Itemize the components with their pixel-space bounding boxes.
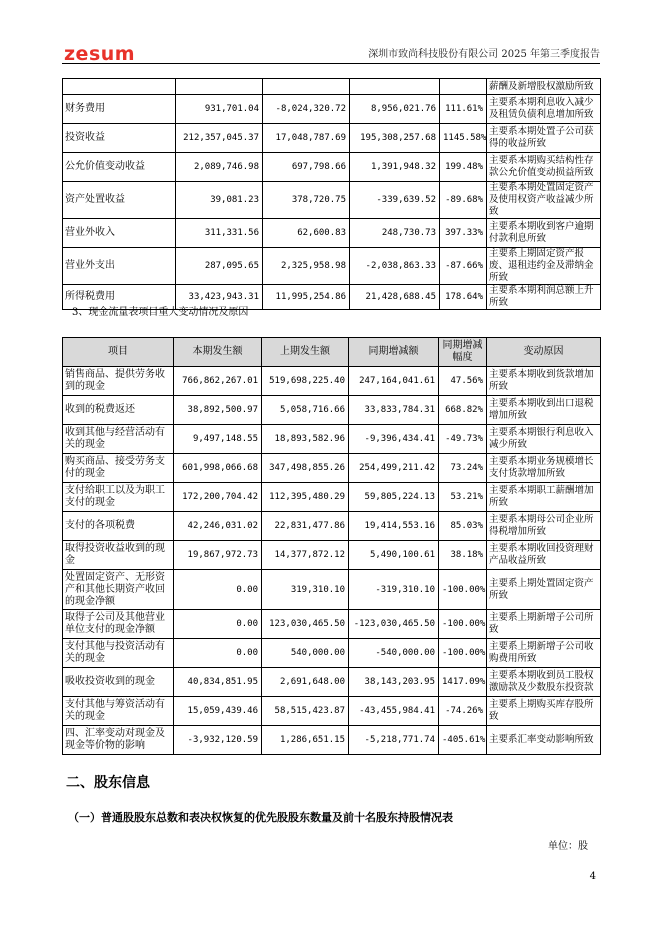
row-label: 支付其他与筹资活动有关的现金 [63,697,174,726]
report-title: 深圳市致尚科技股份有限公司 2025 年第三季度报告 [368,49,600,60]
current-amount: 15,059,439.46 [174,697,262,726]
table-row [63,396,601,425]
table-row [63,668,601,697]
row-label: 支付给职工以及为职工支付的现金 [63,483,174,512]
table-row [63,570,601,610]
table-row [63,726,601,755]
row-label: 收到的税费返还 [63,396,174,425]
change-amount: 195,308,257.68 [350,124,440,153]
current-amount: 40,834,851.95 [174,668,262,697]
row-label: 销售商品、提供劳务收到的现金 [63,367,174,396]
table-row [63,639,601,668]
section-heading: 二、股东信息 [66,775,150,791]
change-rate: 397.33% [440,219,487,248]
change-rate: 199.48% [440,153,487,182]
previous-amount: 17,048,787.69 [263,124,350,153]
change-amount: 38,143,203.95 [349,668,439,697]
change-rate: -100.00% [439,570,487,610]
reason-cell: 主要系本期处置子公司获得的收益所致 [487,124,601,153]
change-amount: -43,455,984.41 [349,697,439,726]
page-number: 4 [589,871,596,882]
previous-amount: 22,831,477.86 [262,512,349,541]
income-change-table [62,78,601,310]
change-rate: 38.18% [439,541,487,570]
current-amount: 33,423,943.31 [176,285,263,310]
current-amount: 38,892,500.97 [174,396,262,425]
change-amount: -5,218,771.74 [349,726,439,755]
change-amount: 8,956,021.76 [350,95,440,124]
column-header: 项目 [63,338,174,367]
row-label: 取得子公司及其他营业单位支付的现金净额 [63,610,174,639]
current-amount: 287,095.65 [176,248,263,285]
reason-cell: 主要系本期收到出口退税增加所致 [487,396,601,425]
change-rate: 85.03% [439,512,487,541]
change-amount: -9,396,434.41 [349,425,439,454]
table-row [63,512,601,541]
table-header-row [63,338,601,367]
reason-cell: 主要系本期收到货款增加所致 [487,367,601,396]
table-row [63,541,601,570]
current-amount: 601,998,066.68 [174,454,262,483]
current-amount: -3,932,120.59 [174,726,262,755]
change-rate: 1145.58% [440,124,487,153]
table-row [63,454,601,483]
row-label: 购买商品、接受劳务支付的现金 [63,454,174,483]
reason-cell: 薪酬及新增股权激励所致 [487,79,601,95]
table-row [63,483,601,512]
change-rate: 47.56% [439,367,487,396]
unit-label: 单位：股 [548,841,588,852]
row-label: 投资收益 [63,124,176,153]
change-rate: 1417.09% [439,668,487,697]
current-amount: 9,497,148.55 [174,425,262,454]
change-rate: 53.21% [439,483,487,512]
table-row [63,182,601,219]
current-amount: 42,246,031.02 [174,512,262,541]
header-divider [62,63,600,64]
change-amount: -2,038,863.33 [350,248,440,285]
table-row [63,248,601,285]
row-label: 营业外支出 [63,248,176,285]
previous-amount: 11,995,254.86 [263,285,350,310]
change-rate: -100.00% [439,610,487,639]
column-header: 上期发生额 [262,338,349,367]
row-label: 支付的各项税费 [63,512,174,541]
reason-cell: 主要系本期购买结构性存款公允价值变动损益所致 [487,153,601,182]
reason-cell: 主要系本期利润总额上升所致 [487,285,601,310]
row-label: 支付其他与投资活动有关的现金 [63,639,174,668]
reason-cell: 主要系本期处置固定资产及使用权资产收益减少所致 [487,182,601,219]
change-amount: -123,030,465.50 [349,610,439,639]
change-rate: -49.73% [439,425,487,454]
change-rate: -74.26% [439,697,487,726]
row-label: 取得投资收益收到的现金 [63,541,174,570]
change-amount: 247,164,041.61 [349,367,439,396]
table-row [63,610,601,639]
table-row [63,425,601,454]
current-amount: 212,357,045.37 [176,124,263,153]
change-rate: -405.61% [439,726,487,755]
reason-cell: 主要系上期购买库存股所致 [487,697,601,726]
change-rate: -87.66% [440,248,487,285]
change-amount: 248,730.73 [350,219,440,248]
current-amount: 0.00 [174,570,262,610]
current-amount: 19,867,972.73 [174,541,262,570]
change-rate: 73.24% [439,454,487,483]
row-label: 财务费用 [63,95,176,124]
previous-amount: 1,286,651.15 [262,726,349,755]
previous-amount: 14,377,872.12 [262,541,349,570]
cashflow-section-title: 3、现金流量表项目重大变动情况及原因 [72,307,249,318]
current-amount: 0.00 [174,639,262,668]
change-amount: 5,490,100.61 [349,541,439,570]
change-amount: -339,639.52 [350,182,440,219]
column-header: 同期增减额 [349,338,439,367]
row-label: 收到其他与经营活动有关的现金 [63,425,174,454]
table-row [63,219,601,248]
previous-amount: 112,395,480.29 [262,483,349,512]
reason-cell: 主要系上期固定资产报废、退租违约金及滞纳金所致 [487,248,601,285]
previous-amount: 319,310.10 [262,570,349,610]
reason-cell: 主要系本期收回投资理财产品收益所致 [487,541,601,570]
reason-cell: 主要系本期职工薪酬增加所致 [487,483,601,512]
reason-cell: 主要系本期收到员工股权激励款及少数股东投资款 [487,668,601,697]
table-row [63,153,601,182]
row-label: 所得税费用 [63,285,176,310]
current-amount: 172,200,704.42 [174,483,262,512]
previous-amount: 2,325,958.98 [263,248,350,285]
change-amount: 254,499,211.42 [349,454,439,483]
reason-cell: 主要系上期处置固定资产所致 [487,570,601,610]
column-header: 同期增减幅度 [439,338,487,367]
previous-amount: 347,498,855.26 [262,454,349,483]
change-amount: 33,833,784.31 [349,396,439,425]
current-amount: 0.00 [174,610,262,639]
previous-amount: 58,515,423.87 [262,697,349,726]
previous-amount: 519,698,225.40 [262,367,349,396]
table-row [63,124,601,153]
table-row [63,367,601,396]
previous-amount: 123,030,465.50 [262,610,349,639]
reason-cell: 主要系汇率变动影响所致 [487,726,601,755]
change-rate: 111.61% [440,95,487,124]
previous-amount: 18,893,582.96 [262,425,349,454]
subsection-heading: （一）普通股股东总数和表决权恢复的优先股股东数量及前十名股东持股情况表 [68,811,453,824]
previous-amount: 5,058,716.66 [262,396,349,425]
reason-cell: 主要系本期利息收入减少及租赁负债利息增加所致 [487,95,601,124]
change-amount: -540,000.00 [349,639,439,668]
table-row [63,697,601,726]
column-header: 本期发生额 [174,338,262,367]
row-label: 公允价值变动收益 [63,153,176,182]
previous-amount: 540,000.00 [262,639,349,668]
reason-cell: 主要系本期银行利息收入减少所致 [487,425,601,454]
previous-amount: 378,720.75 [263,182,350,219]
current-amount: 931,701.04 [176,95,263,124]
change-amount: 1,391,948.32 [350,153,440,182]
change-amount: -319,310.10 [349,570,439,610]
change-rate: 668.82% [439,396,487,425]
row-label: 处置固定资产、无形资产和其他长期资产收回的现金净额 [63,570,174,610]
reason-cell: 主要系本期收到客户逾期付款利息所致 [487,219,601,248]
change-amount: 19,414,553.16 [349,512,439,541]
change-amount: 21,428,688.45 [350,285,440,310]
current-amount: 2,089,746.98 [176,153,263,182]
reason-cell: 主要系上期新增子公司收购费用所致 [487,639,601,668]
previous-amount: 62,600.83 [263,219,350,248]
table-row [63,79,601,95]
previous-amount: 2,691,648.00 [262,668,349,697]
row-label: 四、汇率变动对现金及现金等价物的影响 [63,726,174,755]
current-amount: 39,081.23 [176,182,263,219]
row-label: 吸收投资收到的现金 [63,668,174,697]
change-rate: -100.00% [439,639,487,668]
change-amount: 59,805,224.13 [349,483,439,512]
change-rate: 178.64% [440,285,487,310]
row-label: 营业外收入 [63,219,176,248]
current-amount: 311,331.56 [176,219,263,248]
reason-cell: 主要系本期业务规模增长支付货款增加所致 [487,454,601,483]
column-header: 变动原因 [487,338,601,367]
reason-cell: 主要系上期新增子公司所致 [487,610,601,639]
company-logo: zesum [64,43,136,65]
row-label: 资产处置收益 [63,182,176,219]
previous-amount: 697,798.66 [263,153,350,182]
current-amount: 766,862,267.01 [174,367,262,396]
change-rate: -89.68% [440,182,487,219]
table-row [63,95,601,124]
previous-amount: -8,024,320.72 [263,95,350,124]
cashflow-change-table [62,337,601,755]
reason-cell: 主要系本期母公司企业所得税增加所致 [487,512,601,541]
